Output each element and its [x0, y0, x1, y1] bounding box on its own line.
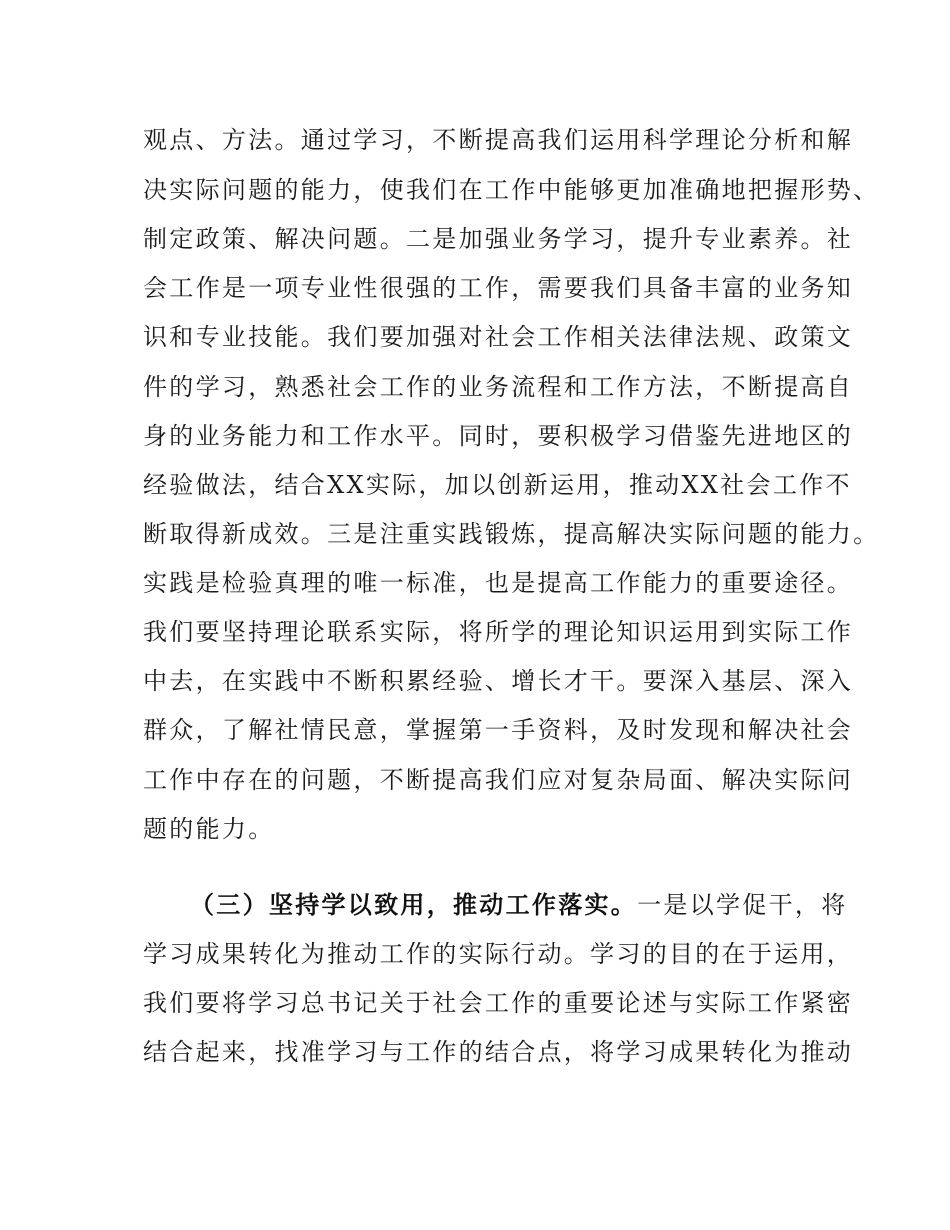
- text-line: 实践是检验真理的唯一标准，也是提高工作能力的重要途径。: [143, 569, 854, 597]
- text-line: 群众，了解社情民意，掌握第一手资料，及时发现和解决社会: [143, 716, 854, 744]
- section-heading: （三）坚持学以致用，推动工作落实。: [190, 891, 638, 919]
- text-line: 识和专业技能。我们要加强对社会工作相关法律法规、政策文: [143, 323, 854, 351]
- text-line: 决实际问题的能力，使我们在工作中能够更加准确地把握形势、: [143, 176, 880, 204]
- section-heading-line: [190, 885, 870, 925]
- text-line: 件的学习，熟悉社会工作的业务流程和工作方法，不断提高自: [143, 373, 854, 401]
- text-line: 我们要坚持理论联系实际，将所学的理论知识运用到实际工作: [143, 618, 854, 646]
- section-text: 一是以学促干，将: [637, 891, 848, 919]
- text-line: 断取得新成效。三是注重实践锻炼，提高解决实际问题的能力。: [143, 520, 880, 548]
- text-line: 经验做法，结合XX实际，加以创新运用，推动XX社会工作不: [143, 471, 852, 499]
- text-line: 学习成果转化为推动工作的实际行动。学习的目的在于运用，: [143, 940, 854, 968]
- text-line: 身的业务能力和工作水平。同时，要积极学习借鉴先进地区的: [143, 422, 854, 450]
- text-line: 观点、方法。通过学习，不断提高我们运用科学理论分析和解: [143, 126, 854, 154]
- text-line: 中去，在实践中不断积累经验、增长才干。要深入基层、深入: [143, 667, 854, 695]
- text-line: 工作中存在的问题，不断提高我们应对复杂局面、解决实际问: [143, 766, 854, 794]
- text-line: 我们要将学习总书记关于社会工作的重要论述与实际工作紧密: [143, 989, 854, 1017]
- text-line: 题的能力。: [143, 815, 275, 843]
- text-line: 结合起来，找准学习与工作的结合点，将学习成果转化为推动: [143, 1038, 854, 1066]
- text-line: 会工作是一项专业性很强的工作，需要我们具备丰富的业务知: [143, 274, 854, 302]
- text-line: 制定政策、解决问题。二是加强业务学习，提升专业素养。社: [143, 225, 854, 253]
